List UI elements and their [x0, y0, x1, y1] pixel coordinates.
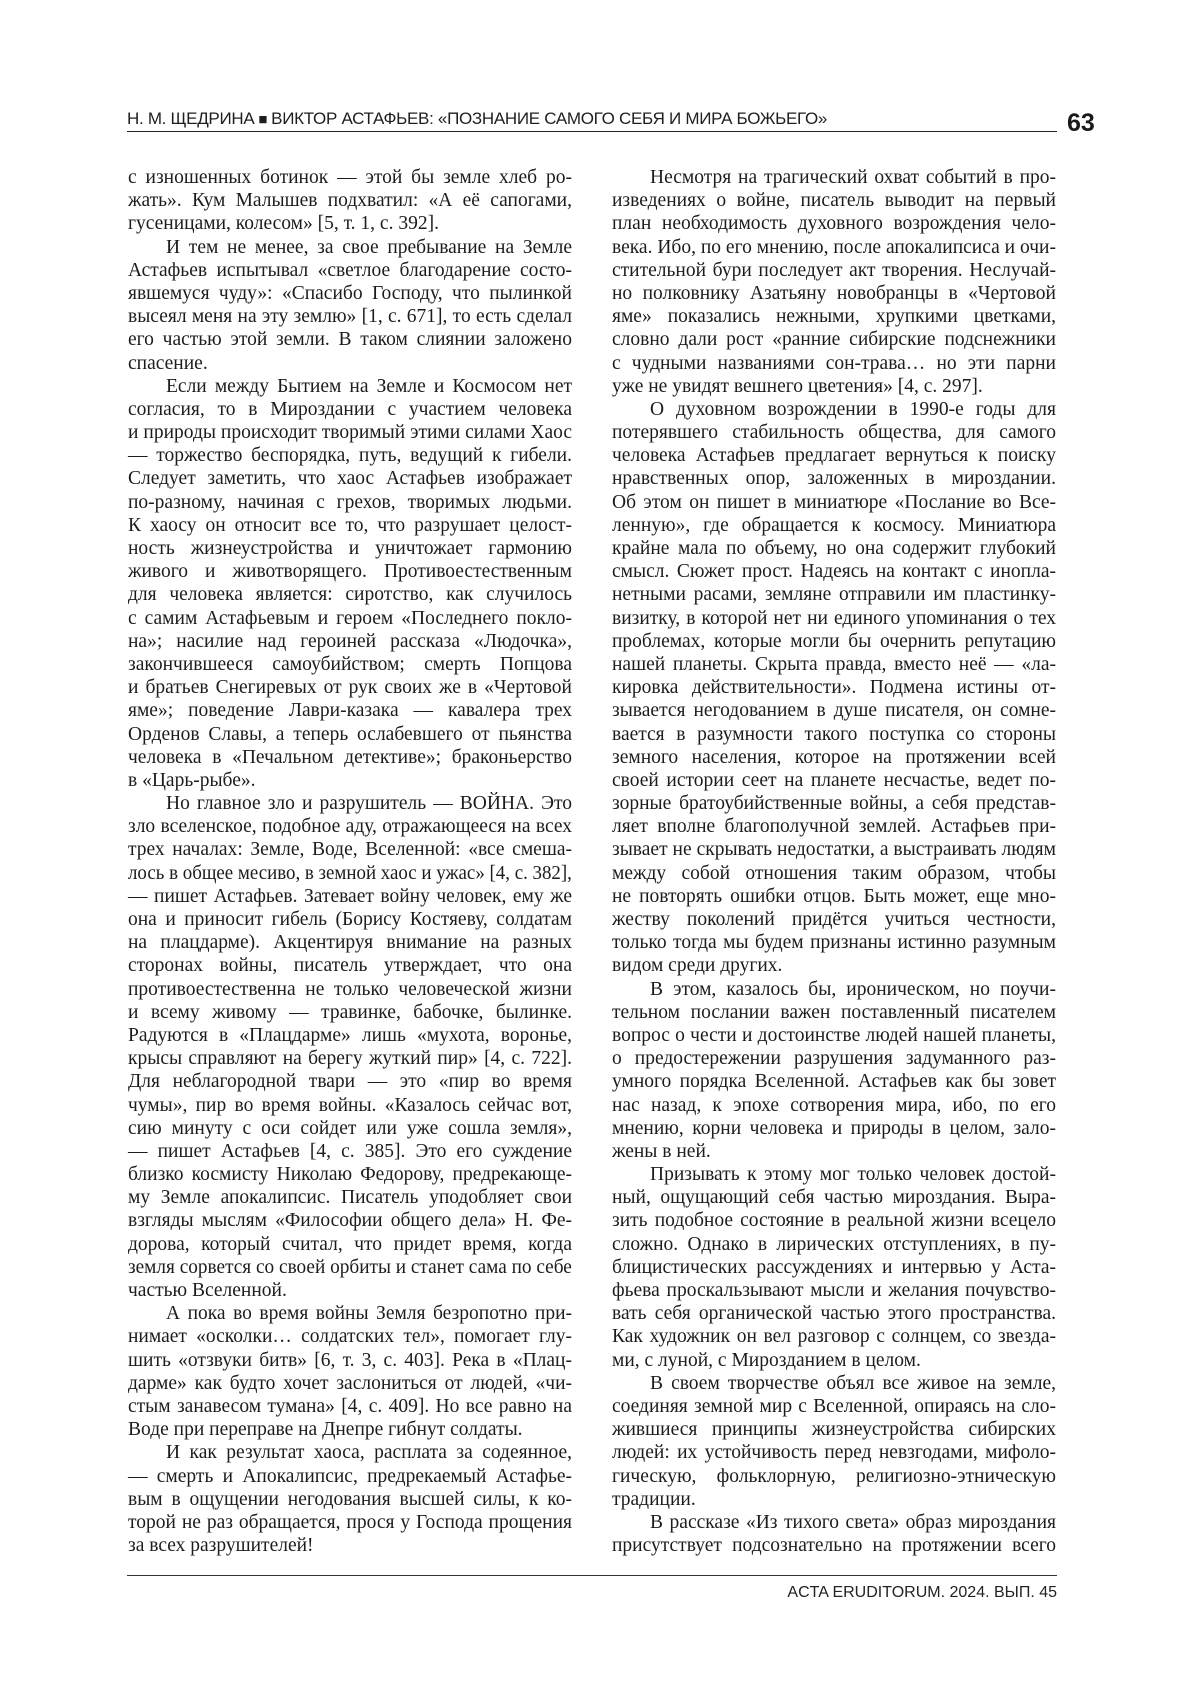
text-line: она и приносит гибель (Борису Костяеву, солдатам	[128, 908, 572, 931]
text-line: смысл. Сюжет прост. Надеясь на контакт с инопла-	[612, 560, 1056, 583]
footer-journal-info: ACTA ERUDITORUM. 2024. ВЫП. 45	[787, 1583, 1057, 1603]
text-line: дорова, который считал, что придет время, когда	[128, 1233, 572, 1256]
text-line: словно дали рост «ранние сибирские подснежники	[612, 328, 1056, 351]
text-line: И как результат хаоса, расплата за содеянное,	[128, 1441, 572, 1464]
paragraph	[612, 1511, 1056, 1557]
text-line: Но главное зло и разрушитель — ВОЙНА. Это	[128, 792, 572, 815]
text-line: трех началах: Земле, Воде, Вселенной: «все смеша-	[128, 838, 572, 861]
text-line: В рассказе «Из тихого света» образ мироздания	[612, 1511, 1056, 1534]
text-line: проблемах, которые могли бы очернить репутацию	[612, 630, 1056, 653]
text-line: сложно. Однако в лирических отступлениях, в пу-	[612, 1233, 1056, 1256]
paragraph	[612, 166, 1056, 398]
text-line: стительной бури последует акт творения. Неслучай-	[612, 259, 1056, 282]
text-line: Радуются в «Плацдарме» лишь «мухота, воронье,	[128, 1024, 572, 1047]
text-line: стым занавесом тумана» [4, с. 409]. Но все равно на	[128, 1395, 572, 1418]
text-line: Астафьев испытывал «светлое благодарение состо-	[128, 259, 572, 282]
text-line: по-разному, начиная с грехов, творимых людьми.	[128, 491, 572, 514]
text-line: близко космисту Николаю Федорову, предрекающе-	[128, 1163, 572, 1186]
text-line: земного населения, которое на протяжении всей	[612, 746, 1056, 769]
text-line: гическую, фольклорную, религиозно-этническую	[612, 1465, 1056, 1488]
text-line: умного порядка Вселенной. Астафьев как бы зовет	[612, 1070, 1056, 1093]
text-line: Орденов Славы, а теперь ослабевшего от пьянства	[128, 723, 572, 746]
text-line: вым в ощущении негодования высшей силы, к ко-	[128, 1488, 572, 1511]
text-line: для человека является: сиротство, как случилось	[128, 583, 572, 606]
text-line: века. Ибо, по его мнению, после апокалипсиса и очи-	[612, 236, 1056, 259]
text-line: тельном послании важен поставленный писателем	[612, 1001, 1056, 1024]
text-line: человека в «Печальном детективе»; браконьерство	[128, 746, 572, 769]
text-line: жены в ней.	[612, 1140, 1056, 1163]
text-line: и братьев Снегиревых от рук своих же в «Чертовой	[128, 676, 572, 699]
text-line: — смерть и Апокалипсис, предрекаемый Астафье-	[128, 1465, 572, 1488]
text-line: кировка действительности». Подмена истины от-	[612, 676, 1056, 699]
text-line: нашей планеты. Скрыта правда, вместо неё — «ла-	[612, 653, 1056, 676]
text-line: му Земле апокалипсис. Писатель уподобляет свои	[128, 1186, 572, 1209]
text-line: яме» показались нежными, хрупкими цветками,	[612, 305, 1056, 328]
text-line: между собой отношения таким образом, чтобы	[612, 862, 1056, 885]
text-line: ный, ощущающий себя частью мироздания. Выра-	[612, 1186, 1056, 1209]
text-line: шить «отзвуки битв» [6, т. 3, с. 403]. Река в «Плац-	[128, 1349, 572, 1372]
text-line: визитку, в которой нет ни единого упоминания о тех	[612, 607, 1056, 630]
text-line: жившиеся принципы жизнеустройства сибирских	[612, 1418, 1056, 1441]
text-line: дарме» как будто хочет заслониться от людей, «чи-	[128, 1372, 572, 1395]
header-separator-square-icon: ■	[258, 111, 267, 128]
paragraph	[128, 166, 572, 236]
paragraph	[128, 236, 572, 375]
text-line: с чудными названиями сон-трава… но эти парни	[612, 352, 1056, 375]
text-line: ми, с луной, с Мирозданием в целом.	[612, 1349, 1056, 1372]
text-line: В этом, казалось бы, ироническом, но поучи-	[612, 978, 1056, 1001]
text-line: сию минуту с оси сойдет или уже сошла земля»,	[128, 1117, 572, 1140]
text-line: и всему живому — травинке, бабочке, былинке.	[128, 1001, 572, 1024]
text-line: Как художник он вел разговор с солнцем, со звезда-	[612, 1325, 1056, 1348]
text-line: жеству поколений придётся учиться честности,	[612, 908, 1056, 931]
text-line: изведениях о войне, писатель выводит на первый	[612, 189, 1056, 212]
text-line: Призывать к этому мог только человек достой-	[612, 1163, 1056, 1186]
text-line: Следует заметить, что хаос Астафьев изображает	[128, 467, 572, 490]
text-line: К хаосу он относит все то, что разрушает целост-	[128, 514, 572, 537]
text-line: зить подобное состояние в реальной жизни всецело	[612, 1209, 1056, 1232]
text-line: — пишет Астафьев. Затевает войну человек, ему же	[128, 885, 572, 908]
left-column	[128, 166, 572, 1557]
text-line: с самим Астафьевым и героем «Последнего покло-	[128, 607, 572, 630]
paragraph	[612, 1163, 1056, 1372]
text-line: — торжество беспорядка, путь, ведущий к гибели.	[128, 444, 572, 467]
paragraph	[612, 1372, 1056, 1511]
paragraph	[128, 375, 572, 792]
text-line: мнению, корни человека и природы в целом, зало-	[612, 1117, 1056, 1140]
text-line: О духовном возрождении в 1990-е годы для	[612, 398, 1056, 421]
text-line: и природы происходит творимый этими силами Хаос	[128, 421, 572, 444]
text-line: но полковнику Азатьяну новобранцы в «Чертовой	[612, 282, 1056, 305]
text-line: зло вселенское, подобное аду, отражающееся на всех	[128, 815, 572, 838]
text-line: лось в общее месиво, в земной хаос и ужас» [4, с. 382],	[128, 862, 572, 885]
text-line: Несмотря на трагический охват событий в про-	[612, 166, 1056, 189]
text-line: чумы», пир во время войны. «Казалось сейчас вот,	[128, 1094, 572, 1117]
text-line: фьева проскальзывают мысли и желания почувство-	[612, 1279, 1056, 1302]
paragraph	[128, 792, 572, 1302]
running-header	[127, 108, 1057, 132]
text-line: яме»; поведение Лаври-казака — кавалера трех	[128, 699, 572, 722]
text-line: зорные братоубийственные войны, а себя представ-	[612, 792, 1056, 815]
text-line: живого и животворящего. Противоестественным	[128, 560, 572, 583]
header-rule	[127, 131, 1057, 132]
text-line: ность жизнеустройства и уничтожает гармонию	[128, 537, 572, 560]
text-line: явшемуся чуду»: «Спасибо Господу, что пылинкой	[128, 282, 572, 305]
paragraph	[612, 398, 1056, 978]
text-line: вать себя органической частью этого пространства.	[612, 1302, 1056, 1325]
text-line: взгляды мыслям «Философии общего дела» Н. Фе-	[128, 1209, 572, 1232]
text-line: на плацдарме). Акцентируя внимание на разных	[128, 931, 572, 954]
text-line: крайне мала по объему, но она содержит глубокий	[612, 537, 1056, 560]
page-number: 63	[1067, 108, 1095, 138]
text-line: Для неблагородной твари — это «пир во время	[128, 1070, 572, 1093]
text-line: потерявшего стабильность общества, для самого	[612, 421, 1056, 444]
text-line: присутствует подсознательно на протяжении всего	[612, 1534, 1056, 1557]
header-article-title: ВИКТОР АСТАФЬЕВ: «ПОЗНАНИЕ САМОГО СЕБЯ И МИРА БОЖЬЕГО»	[271, 109, 827, 128]
text-line: людей: их устойчивость перед невзгодами, мифоло-	[612, 1441, 1056, 1464]
right-column	[612, 166, 1056, 1557]
text-line: нас назад, к эпохе сотворения мира, ибо, по его	[612, 1094, 1056, 1117]
text-line: закончившееся самоубийством; смерть Попцова	[128, 653, 572, 676]
text-line: нравственных опор, заложенных в мироздании.	[612, 467, 1056, 490]
text-line: его частью этой земли. В таком слиянии заложено	[128, 328, 572, 351]
text-line: вопрос о чести и достоинстве людей нашей планеты,	[612, 1024, 1056, 1047]
text-line: сторонах войны, писатель утверждает, что она	[128, 954, 572, 977]
text-line: соединяя земной мир с Вселенной, опираясь на сло-	[612, 1395, 1056, 1418]
text-line: согласия, то в Мироздании с участием человека	[128, 398, 572, 421]
paragraph	[612, 978, 1056, 1164]
text-line: гусеницами, колесом» [5, т. 1, с. 392].	[128, 212, 572, 235]
text-line: Воде при переправе на Днепре гибнут солдаты.	[128, 1418, 572, 1441]
text-line: Если между Бытием на Земле и Космосом нет	[128, 375, 572, 398]
text-line: нимает «осколки… солдатских тел», помогает глу-	[128, 1325, 572, 1348]
text-line: зывает не скрывать недостатки, а выстраивать людям	[612, 838, 1056, 861]
text-line: человека Астафьев предлагает вернуться к поиску	[612, 444, 1056, 467]
text-line: за всех разрушителей!	[128, 1534, 572, 1557]
header-author: Н. М. ЩЕДРИНА	[127, 109, 254, 128]
text-line: — пишет Астафьев [4, с. 385]. Это его суждение	[128, 1140, 572, 1163]
text-line: земля сорвется со своей орбиты и станет сама по себе	[128, 1256, 572, 1279]
text-line: на»; насилие над героиней рассказа «Людочка»,	[128, 630, 572, 653]
text-line: частью Вселенной.	[128, 1279, 572, 1302]
text-line: план необходимость духовного возрождения чело-	[612, 212, 1056, 235]
paragraph	[128, 1302, 572, 1441]
text-line: торой не раз обращается, прося у Господа прощения	[128, 1511, 572, 1534]
text-line: спасение.	[128, 352, 572, 375]
text-line: И тем не менее, за свое пребывание на Земле	[128, 236, 572, 259]
footer-rule	[127, 1575, 1057, 1576]
text-line: с изношенных ботинок — этой бы земле хлеб ро-	[128, 166, 572, 189]
text-line: ляет вполне благополучной землей. Астафьев при-	[612, 815, 1056, 838]
text-line: жать». Кум Малышев подхватил: «А её сапогами,	[128, 189, 572, 212]
text-line: А пока во время войны Земля безропотно при-	[128, 1302, 572, 1325]
text-line: В своем творчестве объял все живое на земле,	[612, 1372, 1056, 1395]
text-line: о предостережении разрушения задуманного раз-	[612, 1047, 1056, 1070]
text-line: крысы справляют на берегу жуткий пир» [4, с. 722].	[128, 1047, 572, 1070]
text-line: ленную», где обращается к космосу. Миниатюра	[612, 514, 1056, 537]
text-line: традиции.	[612, 1488, 1056, 1511]
text-line: высеял меня на эту землю» [1, с. 671], то есть сделал	[128, 305, 572, 328]
text-line: видом среди других.	[612, 954, 1056, 977]
text-line: уже не увидят вешнего цветения» [4, с. 297].	[612, 375, 1056, 398]
paragraph	[128, 1441, 572, 1557]
text-line: Об этом он пишет в миниатюре «Послание во Все-	[612, 491, 1056, 514]
text-line: вается в разумности такого поступка со стороны	[612, 723, 1056, 746]
text-line: зывается негодованием в душе писателя, он сомне-	[612, 699, 1056, 722]
text-line: противоестественна не только человеческой жизни	[128, 978, 572, 1001]
text-line: блицистических рассуждениях и интервью у Аста-	[612, 1256, 1056, 1279]
text-line: в «Царь-рыбе».	[128, 769, 572, 792]
text-line: своей истории сеет на планете несчастье, ведет по-	[612, 769, 1056, 792]
text-line: только тогда мы будем признаны истинно разумным	[612, 931, 1056, 954]
text-line: не повторять ошибки отцов. Быть может, еще мно-	[612, 885, 1056, 908]
text-line: нетными расами, земляне отправили им пластинку-	[612, 583, 1056, 606]
